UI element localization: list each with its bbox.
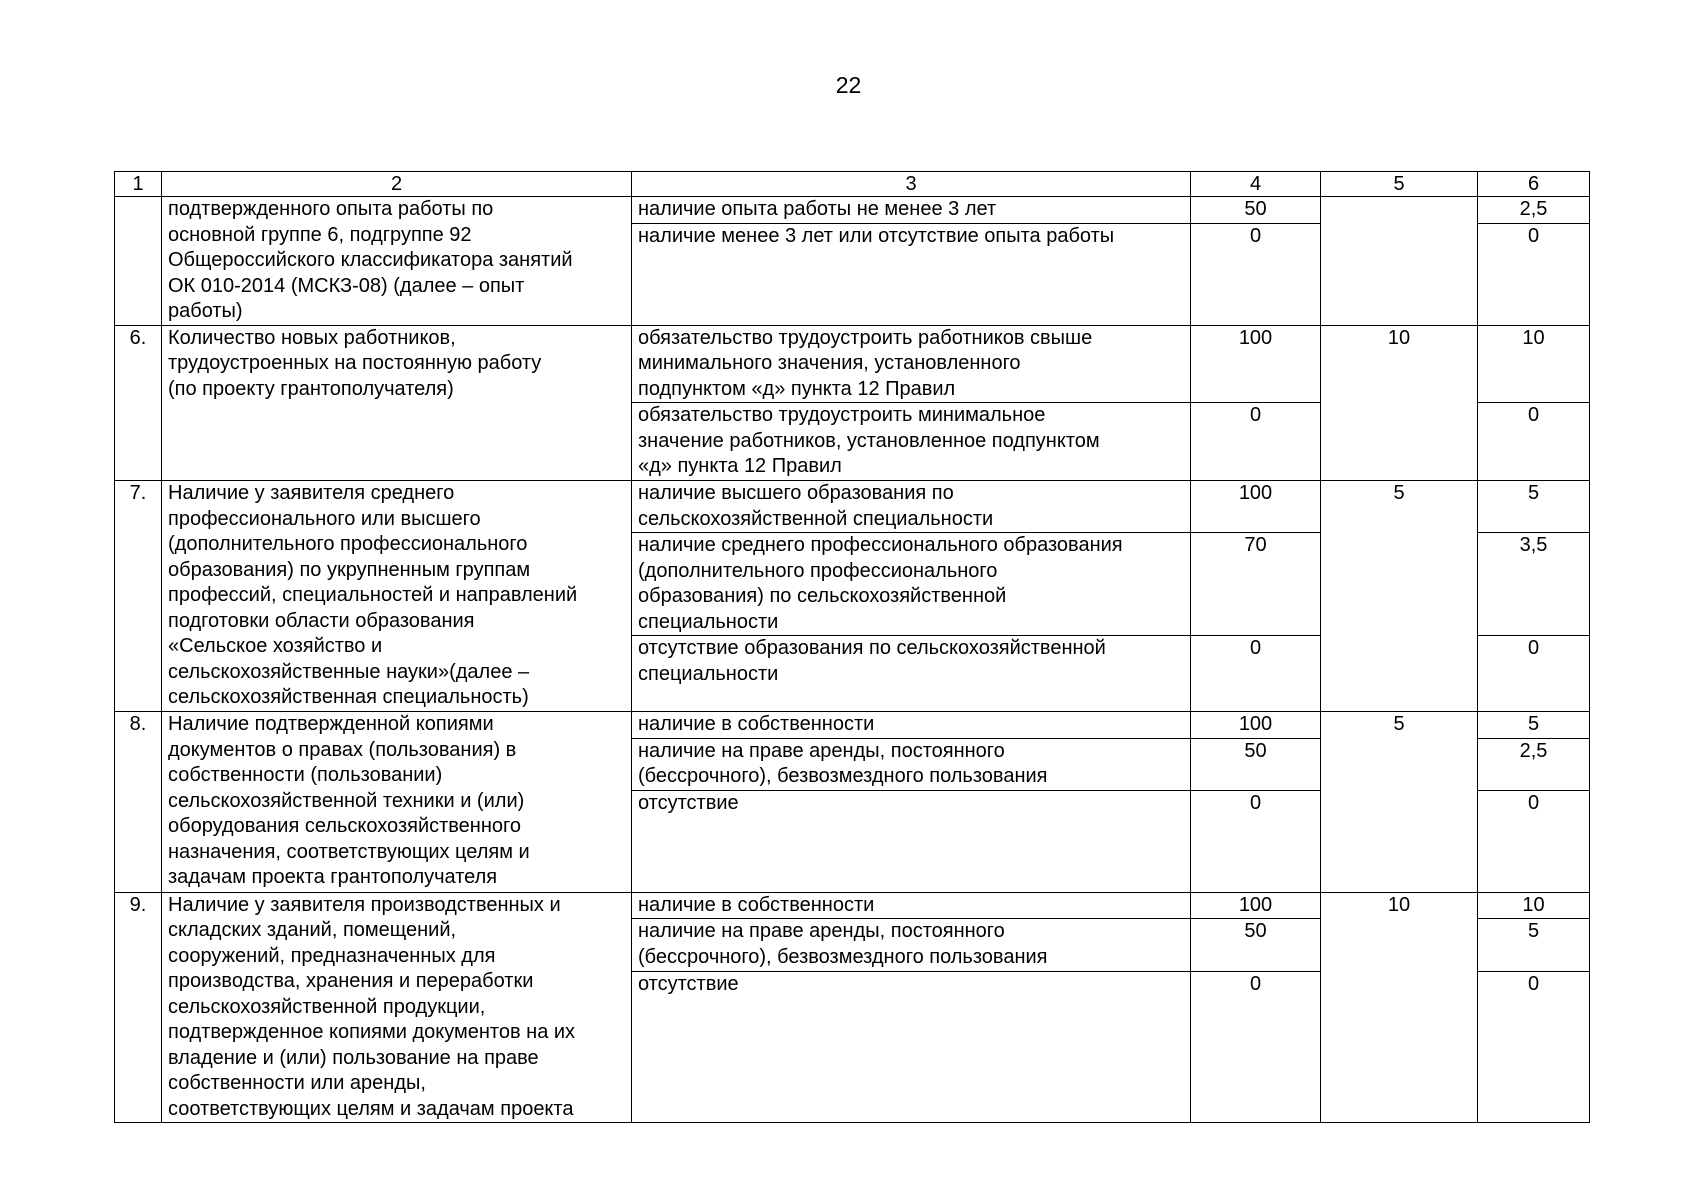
weight-cell: 5 (1321, 712, 1478, 893)
header-cell: 5 (1321, 172, 1478, 197)
option-text: наличие высшего образования по сельскохозяйственной специальности (638, 482, 994, 530)
option-cell (632, 533, 1191, 636)
option-text: наличие в собственности (638, 713, 875, 735)
table-header-row (115, 172, 1590, 197)
option-text: наличие среднего профессионального образования (дополнительного профессионального образования) по сельскохозяйственной специальности (638, 534, 1123, 633)
table-row (115, 325, 1590, 403)
score-cell: 100 (1191, 481, 1321, 533)
value-cell: 0 (1478, 403, 1590, 481)
option-cell (632, 223, 1191, 325)
criterion-cell (162, 712, 632, 893)
criterion-text: Наличие подтвержденной копиями документов о правах (пользования) в собственности (пользовании) сельскохозяйственной техники и (или) оборудования сельскохозяйственного назначения, соответствующих целям и задачам проекта грантополучателя (168, 713, 530, 888)
value-cell: 5 (1478, 919, 1590, 972)
score-cell: 50 (1191, 197, 1321, 224)
table-row (115, 892, 1590, 919)
option-cell (632, 481, 1191, 533)
score-cell: 100 (1191, 325, 1321, 403)
criterion-text: Наличие у заявителя среднего профессионального или высшего (дополнительного профессионального образования) по укрупненным группам профессий, специальностей и направлений подготовки области образования «Сельское хозяйство и сельскохозяйственные науки»(далее – сельскохозяйственная специальность) (168, 482, 578, 708)
row-number: 9. (115, 892, 162, 1123)
option-text: наличие в собственности (638, 893, 875, 916)
option-text: наличие на праве аренды, постоянного (бессрочного), безвозмездного пользования (638, 920, 1048, 968)
option-cell (632, 325, 1191, 403)
option-cell (632, 892, 1191, 919)
option-text: обязательство трудоустроить минимальное значение работников, установленное подпунктом «д» пункта 12 Правил (638, 404, 1100, 477)
criterion-cell (162, 325, 632, 481)
criteria-table (114, 171, 1590, 1123)
option-cell (632, 712, 1191, 739)
score-cell: 0 (1191, 223, 1321, 325)
option-cell (632, 919, 1191, 972)
score-cell: 100 (1191, 712, 1321, 739)
row-number (115, 197, 162, 326)
option-cell (632, 403, 1191, 481)
option-text: отсутствие (638, 791, 739, 814)
value-cell: 0 (1478, 223, 1590, 325)
value-cell: 5 (1478, 712, 1590, 739)
header-cell: 1 (115, 172, 162, 197)
criterion-cell (162, 197, 632, 326)
score-cell: 0 (1191, 972, 1321, 1123)
criterion-cell (162, 481, 632, 712)
weight-cell: 10 (1321, 892, 1478, 1123)
value-cell: 0 (1478, 790, 1590, 892)
option-text: обязательство трудоустроить работников свыше минимального значения, установленного подпунктом «д» пункта 12 Правил (638, 326, 1093, 400)
criterion-text: Количество новых работников, трудоустроенных на постоянную работу (по проекту грантополучателя) (168, 326, 542, 400)
value-cell: 2,5 (1478, 197, 1590, 224)
weight-cell: 10 (1321, 325, 1478, 481)
value-cell: 3,5 (1478, 533, 1590, 636)
value-cell: 2,5 (1478, 738, 1590, 790)
weight-cell: 5 (1321, 481, 1478, 712)
option-cell (632, 636, 1191, 712)
option-text: отсутствие образования по сельскохозяйственной специальности (638, 637, 1106, 685)
score-cell: 70 (1191, 533, 1321, 636)
score-cell: 50 (1191, 738, 1321, 790)
header-cell: 2 (162, 172, 632, 197)
option-cell (632, 972, 1191, 1123)
score-cell: 0 (1191, 790, 1321, 892)
header-cell: 3 (632, 172, 1191, 197)
value-cell: 10 (1478, 892, 1590, 919)
table-row (115, 712, 1590, 739)
value-cell: 0 (1478, 972, 1590, 1123)
table-row (115, 481, 1590, 533)
option-cell (632, 738, 1191, 790)
header-cell: 4 (1191, 172, 1321, 197)
row-number: 8. (115, 712, 162, 893)
option-text: наличие опыта работы не менее 3 лет (638, 198, 997, 220)
row-number: 7. (115, 481, 162, 712)
value-cell: 10 (1478, 325, 1590, 403)
criterion-cell (162, 892, 632, 1123)
table-row (115, 197, 1590, 224)
score-cell: 0 (1191, 636, 1321, 712)
page-number: 22 (835, 72, 862, 98)
value-cell: 5 (1478, 481, 1590, 533)
header-cell: 6 (1478, 172, 1590, 197)
weight-cell (1321, 197, 1478, 326)
row-number: 6. (115, 325, 162, 481)
option-text: наличие на праве аренды, постоянного (бессрочного), безвозмездного пользования (638, 739, 1048, 787)
option-text: наличие менее 3 лет или отсутствие опыта работы (638, 224, 1115, 247)
score-cell: 0 (1191, 403, 1321, 481)
option-cell (632, 790, 1191, 892)
score-cell: 100 (1191, 892, 1321, 919)
criterion-text: подтвержденного опыта работы по основной группе 6, подгруппе 92 Общероссийского классификатора занятий ОК 010-2014 (МСКЗ-08) (далее – опыт работы) (168, 198, 573, 322)
option-cell (632, 197, 1191, 224)
criterion-text: Наличие у заявителя производственных и складских зданий, помещений, сооружений, предназначенных для производства, хранения и переработки сельскохозяйственной продукции, подтвержденное копиями документов на их владение и (или) пользование на праве собственности или аренды, соответствующих целям и задачам проекта (168, 893, 576, 1120)
value-cell: 0 (1478, 636, 1590, 712)
score-cell: 50 (1191, 919, 1321, 972)
option-text: отсутствие (638, 973, 739, 996)
